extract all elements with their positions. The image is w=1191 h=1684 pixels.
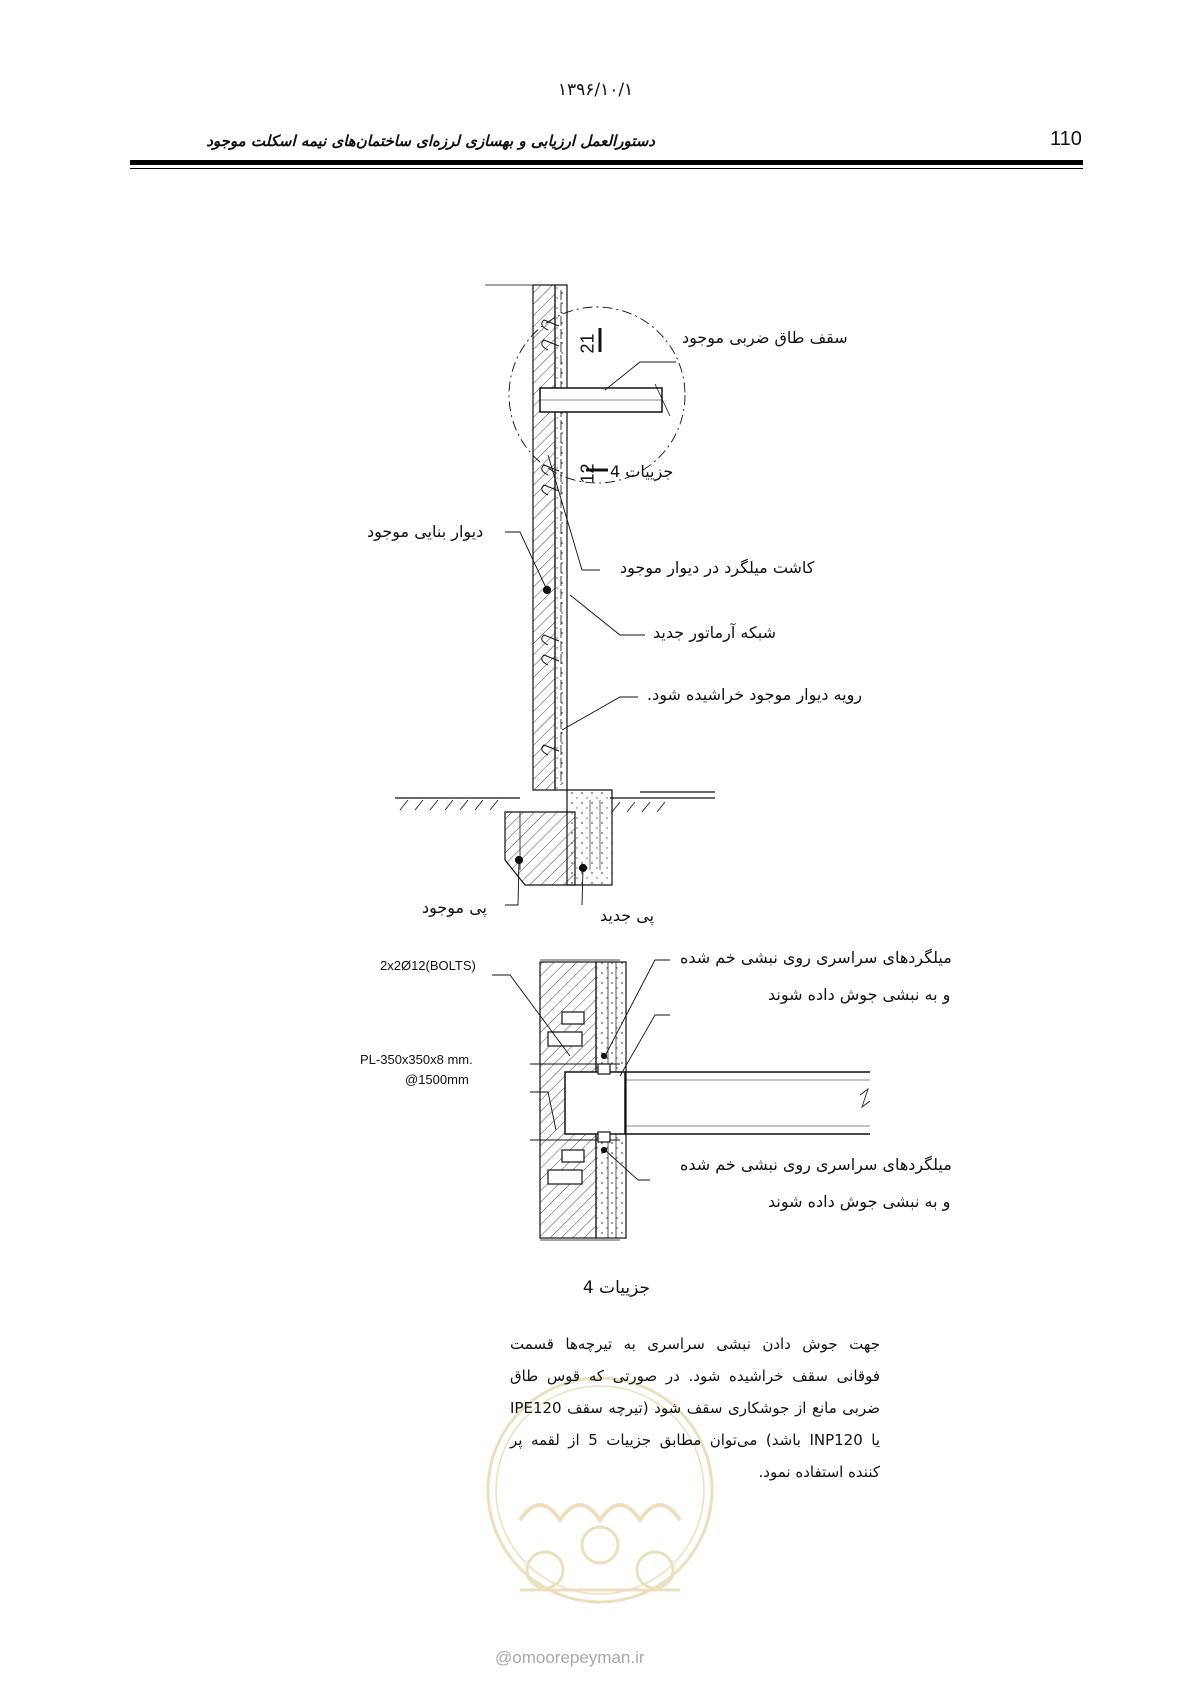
detail-caption: جزییات 4	[582, 1278, 650, 1298]
page-number: 110	[1050, 128, 1082, 150]
label-bars-bottom-2: و به نبشی جوش داده شوند	[768, 1192, 951, 1211]
label-dowel-bars: کاشت میلگرد در دیوار موجود	[620, 558, 815, 577]
label-bars-bottom-1: میلگردهای سراسری روی نبشی خم شده	[680, 1155, 952, 1174]
wall-section-drawing	[395, 285, 715, 905]
label-scrape-surface: رویه دیوار موجود خراشیده شود.	[647, 685, 863, 704]
label-new-mesh: شبکه آرماتور جدید	[653, 623, 777, 642]
detail-note: جهت جوش دادن نبشی سراسری به تیرچه‌ها قسمت فوقانی سقف خراشیده شود. در صورتی که قوس طاق ضربی مانع از جوشکاری سقف شود (تیرچه سقف IPE120 یا INP120 باشد) می‌توان مطابق جزییات 5 از لقمه پر کننده استفاده نمود.	[510, 1335, 881, 1481]
existing-footing	[505, 812, 575, 885]
document-date: ۱۳۹۶/۱۰/۱	[557, 80, 634, 100]
detail-beam	[565, 1072, 625, 1134]
label-bars-top-1: میلگردهای سراسری روی نبشی خم شده	[680, 948, 952, 967]
label-plate-spacing: @1500mm	[405, 1072, 469, 1087]
label-bolts: 2x2Ø12(BOLTS)	[380, 958, 476, 973]
label-new-footing: پی جدید	[600, 906, 655, 925]
section-mark-top: 21	[577, 333, 598, 354]
new-footing	[567, 790, 612, 885]
document-title: دستورالعمل ارزیابی و بهسازی لرزه‌ای ساختمان‌های نیمه اسکلت موجود	[206, 132, 655, 150]
label-plate: PL-350x350x8 mm.	[360, 1052, 473, 1067]
section-mark-bottom: 12	[577, 463, 598, 484]
label-detail-reference: جزییات 4	[610, 462, 674, 481]
label-bars-top-2: و به نبشی جوش داده شوند	[768, 985, 951, 1004]
label-existing-roof: سقف طاق ضربی موجود	[682, 328, 848, 347]
existing-wall	[533, 285, 555, 790]
watermark-url: @omoorepeyman.ir	[495, 1648, 645, 1667]
label-existing-wall: دیوار بنایی موجود	[367, 522, 484, 541]
label-existing-footing: پی موجود	[422, 898, 487, 917]
